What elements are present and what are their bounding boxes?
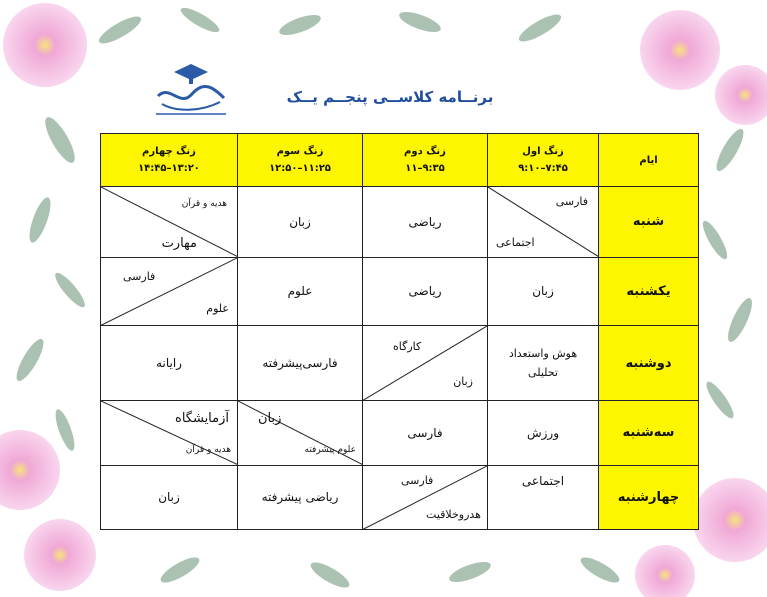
page-title: برنــامه کلاســی پنجــم یــک (286, 88, 494, 106)
day-cell: یکشنبه (599, 257, 699, 325)
cell: فارسی (363, 401, 488, 465)
cell-bottom: هدیه و قرآن (185, 444, 231, 455)
day-cell: دوشنبه (599, 325, 699, 400)
table-row (101, 257, 699, 325)
period-name: زنگ اول (522, 146, 564, 158)
period-time: ۹:۳۵–۱۱ (405, 163, 445, 175)
cell-top: فارسی (123, 269, 156, 283)
split-cell (101, 257, 238, 325)
table-row (101, 187, 699, 257)
period-1-header (488, 134, 599, 187)
days-header: ایام (599, 134, 699, 187)
header-row (101, 134, 699, 187)
cell: زبان (238, 187, 363, 257)
schedule-table (100, 133, 699, 530)
table-row (101, 325, 699, 400)
period-name: زنگ چهارم (142, 146, 196, 158)
table-row (101, 465, 699, 529)
day-cell: چهارشنبه (599, 465, 699, 529)
cell-bottom: اجتماعی (496, 235, 535, 249)
period-time: ۱۱:۲۵–۱۲:۵۰ (269, 163, 331, 175)
cell: ورزش (488, 401, 599, 465)
period-name: زنگ سوم (276, 146, 324, 158)
cell-top: زبان (258, 411, 282, 427)
cell-bottom: زبان (453, 375, 473, 389)
table-row (101, 401, 699, 465)
cell: اجتماعی (488, 465, 599, 529)
cell: ریاضی (363, 187, 488, 257)
split-cell (363, 325, 488, 400)
cell-bottom: علوم (206, 301, 229, 315)
day-cell: سه‌شنبه (599, 401, 699, 465)
cell-top: فارسی (555, 195, 588, 209)
cell-bottom: مهارت (161, 235, 197, 251)
period-time: ۱۳:۲۰–۱۴:۴۵ (138, 163, 200, 175)
diagonal-line (238, 401, 362, 464)
cell: زبان (488, 257, 599, 325)
split-cell (363, 465, 488, 529)
period-name: زنگ دوم (404, 146, 446, 158)
cell-top: هدیه و قرآن (181, 199, 227, 210)
cell-bottom: هدروخلاقیت (426, 508, 481, 521)
period-time: ۷:۴۵–۹:۱۰ (518, 163, 568, 175)
day-cell: شنبه (599, 187, 699, 257)
cell-top: کارگاه (393, 339, 422, 353)
period-4-header (101, 134, 238, 187)
diagonal-line (363, 326, 487, 400)
two-line-cell (488, 325, 599, 400)
cell: فارسی‌پیشرفته (238, 325, 363, 400)
cell-line: هوش واستعداد (508, 347, 578, 361)
cell: زبان (101, 465, 238, 529)
split-cell (101, 187, 238, 257)
cell-line: تحلیلی (528, 366, 558, 380)
cell: ریاضی (363, 257, 488, 325)
split-cell (488, 187, 599, 257)
cell-top: فارسی (401, 473, 434, 487)
school-logo (150, 60, 232, 120)
split-cell (101, 401, 238, 465)
cell: علوم (238, 257, 363, 325)
period-2-header (363, 134, 488, 187)
cell: ریاضی پیشرفته (238, 465, 363, 529)
split-cell (238, 401, 363, 465)
cell: رایانه (101, 325, 238, 400)
cell-top: آزمایشگاه (175, 411, 229, 427)
period-3-header (238, 134, 363, 187)
cell-bottom: علوم پیشرفته (304, 444, 356, 455)
